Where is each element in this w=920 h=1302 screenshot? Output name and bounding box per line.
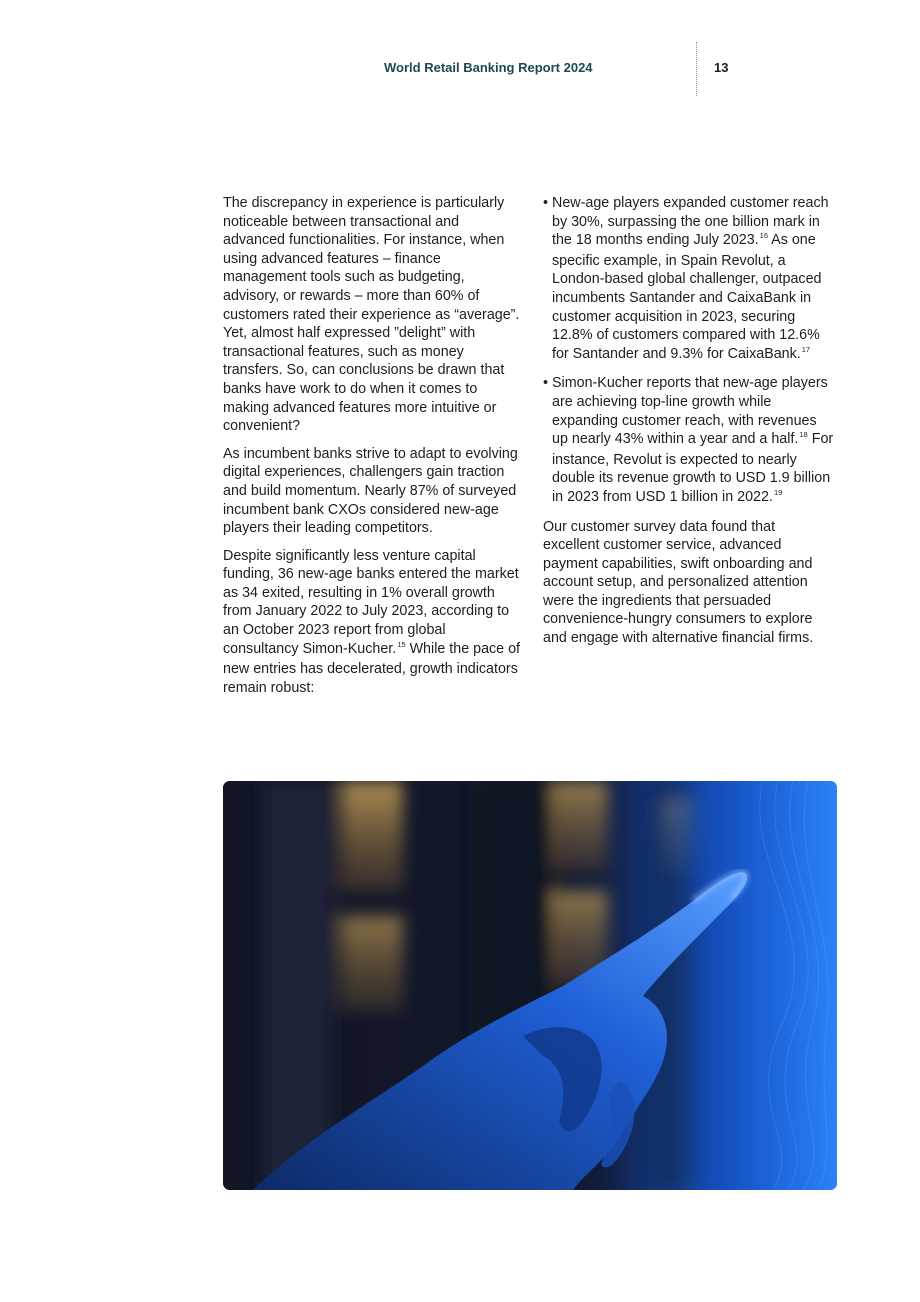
left-column bbox=[223, 194, 521, 706]
bullet-icon: • bbox=[543, 195, 549, 211]
report-title: World Retail Banking Report 2024 bbox=[384, 60, 593, 75]
photo-illustration bbox=[223, 781, 837, 1190]
hand-touching-screen-photo bbox=[223, 781, 837, 1190]
footnote-ref: 19 bbox=[773, 487, 783, 497]
page-number: 13 bbox=[714, 60, 729, 75]
header-divider bbox=[696, 42, 697, 96]
list-item-customer-reach bbox=[543, 194, 835, 365]
footnote-ref: 17 bbox=[801, 344, 811, 354]
right-column bbox=[543, 194, 835, 657]
paragraph-survey-findings: Our customer survey data found that excellent customer service, advanced payment capabilities, swift onboarding and account setup, and personalized attention were the ingredients that persuaded convenience-hungry consumers to explore and engage with alternative financial firms. bbox=[543, 518, 814, 647]
paragraph-discrepancy: The discrepancy in experience is particularly noticeable between transactional and advanced functionalities. For instance, when using advanced features – finance management tools such as budgeting, advisory, or rewards – more than 60% of customers rated their experience as “average”. Yet, almost half expressed ”delight” with transactional features, such as money transfers. So, can conclusions be drawn that banks have work to do when it comes to making advanced features more intuitive or convenient? bbox=[223, 195, 520, 435]
paragraph-venture-funding bbox=[223, 547, 521, 698]
paragraph-incumbents: As incumbent banks strive to adapt to evolving digital experiences, challengers gain traction and build momentum. Nearly 87% of surveyed incumbent bank CXOs considered new-age players their leading competitors. bbox=[223, 445, 518, 537]
paragraph-text: While the pace of new entries has decelerated, growth indicators remain robust: bbox=[223, 640, 521, 696]
list-item-text: For instance, Revolut is expected to nearly double its revenue growth to USD 1.9 billion in 2023 from USD 1 billion in 2022. bbox=[552, 431, 834, 505]
growth-indicators-list bbox=[543, 194, 835, 509]
footnote-ref: 18 bbox=[799, 430, 808, 440]
list-item-text: As one specific example, in Spain Revolut, a London-based global challenger, outpaced incumbents Santander and CaixaBank in customer acquisition in 2023, securing 12.8% of customers compared with 12.6% for Santander and 9.3% for CaixaBank. bbox=[552, 232, 822, 362]
footnote-ref: 15 bbox=[397, 639, 406, 649]
paragraph-text: Despite significantly less venture capital funding, 36 new-age banks entered the market as 34 exited, resulting in 1% overall growth from January 2022 to July 2023, according to an October 2023 report from global consultancy Simon-Kucher. bbox=[223, 547, 519, 657]
list-item-text: New-age players expanded customer reach by 30%, surpassing the one billion mark in the 18 months ending July 2023. bbox=[552, 195, 829, 249]
bullet-icon: • bbox=[543, 375, 549, 392]
list-item-revenue-growth bbox=[543, 374, 835, 508]
footnote-ref: 16 bbox=[759, 231, 768, 241]
list-item-text: Simon-Kucher reports that new-age players are achieving top-line growth while expanding customer reach, with revenues up nearly 43% within a year and a half. bbox=[552, 375, 828, 448]
